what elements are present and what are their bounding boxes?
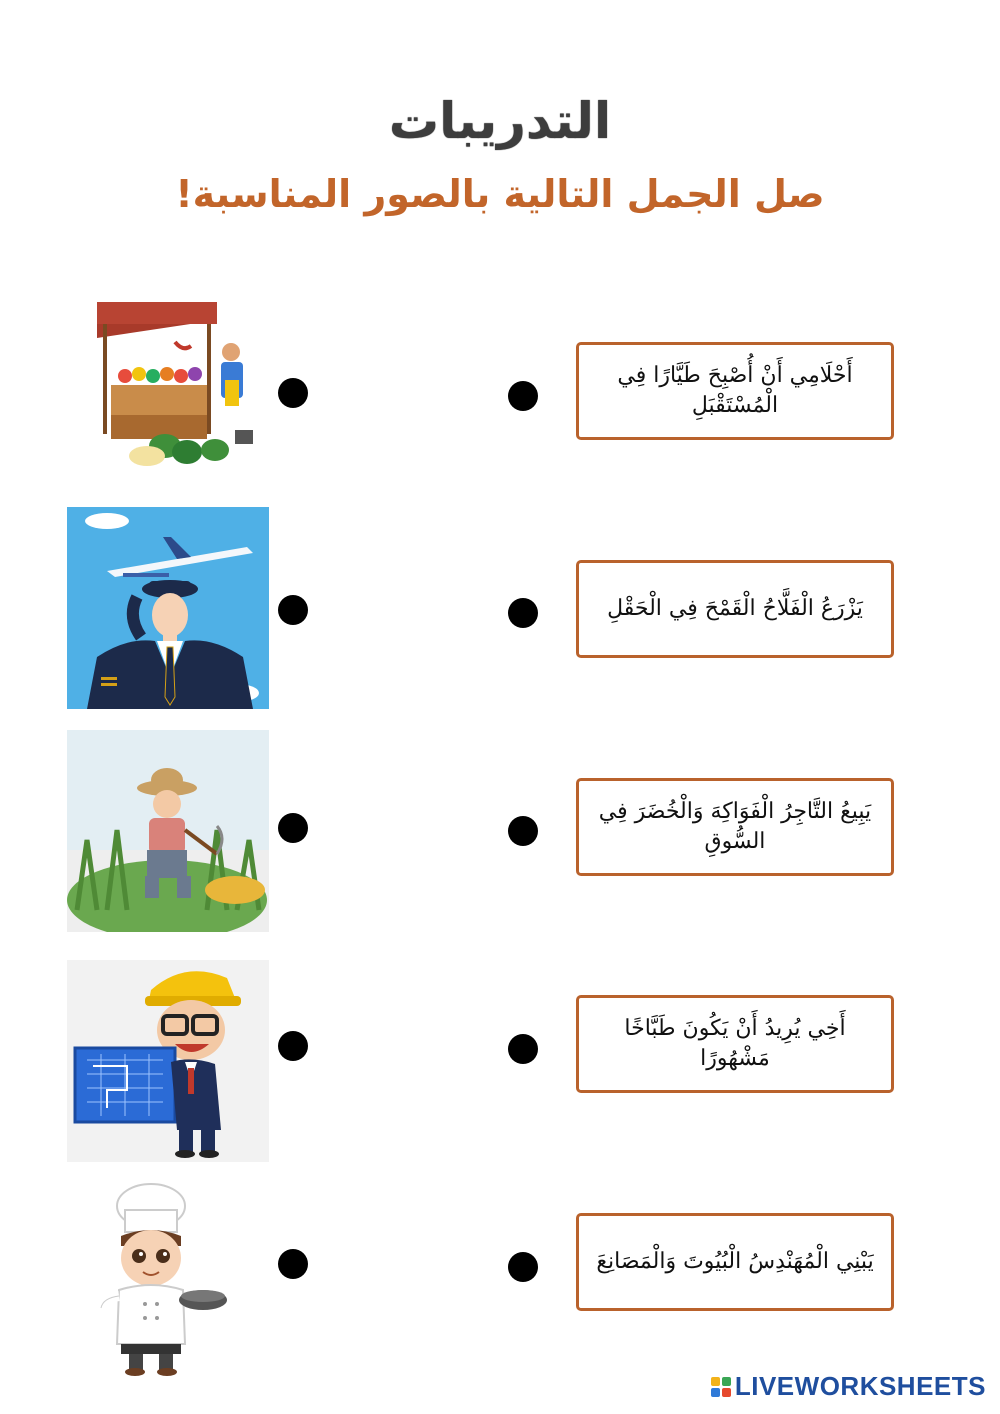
market-stall-icon [67,290,269,492]
pilot-icon [67,507,269,709]
chef-image [67,1180,269,1380]
page-title: التدريبات [388,92,612,150]
brand-text: LIVEWORKSHEETS [734,1371,986,1401]
image-connector-dot[interactable] [278,378,308,408]
image-connector-dot[interactable] [278,1249,308,1279]
engineer-image [67,960,269,1162]
farmer-icon [67,730,269,932]
instruction-text: صل الجمل التالية بالصور المناسبة! [175,172,825,216]
engineer-icon [67,960,269,1162]
sentence-box: أَحْلَامِي أَنْ أُصْبِحَ طَيَّارًا فِي الْمُسْتَقْبَلِ [576,342,894,440]
sentence-box: أَخِي يُرِيدُ أَنْ يَكُونَ طَبَّاخًا مَشْهُورًا [576,995,894,1093]
sentence-box: يَبْنِي الْمُهَنْدِسُ الْبُيُوتَ وَالْمَصَانِعَ [576,1213,894,1311]
farmer-image [67,730,269,932]
image-connector-dot[interactable] [278,1031,308,1061]
sentence-connector-dot[interactable] [508,381,538,411]
sentence-box: يَزْرَعُ الْفَلَّاحُ الْقَمْحَ فِي الْحَقْلِ [576,560,894,658]
sentence-connector-dot[interactable] [508,1034,538,1064]
sentence-box: يَبِيعُ التَّاجِرُ الْفَوَاكِهَ وَالْخُضَرَ فِي السُّوقِ [576,778,894,876]
pilot-image [67,507,269,709]
market-stall-image [67,290,269,492]
image-connector-dot[interactable] [278,813,308,843]
image-connector-dot[interactable] [278,595,308,625]
sentence-connector-dot[interactable] [508,598,538,628]
chef-icon [67,1180,269,1380]
sentence-connector-dot[interactable] [508,1252,538,1282]
sentence-connector-dot[interactable] [508,816,538,846]
brand-icon [711,1377,731,1397]
brand-logo [711,1371,986,1402]
